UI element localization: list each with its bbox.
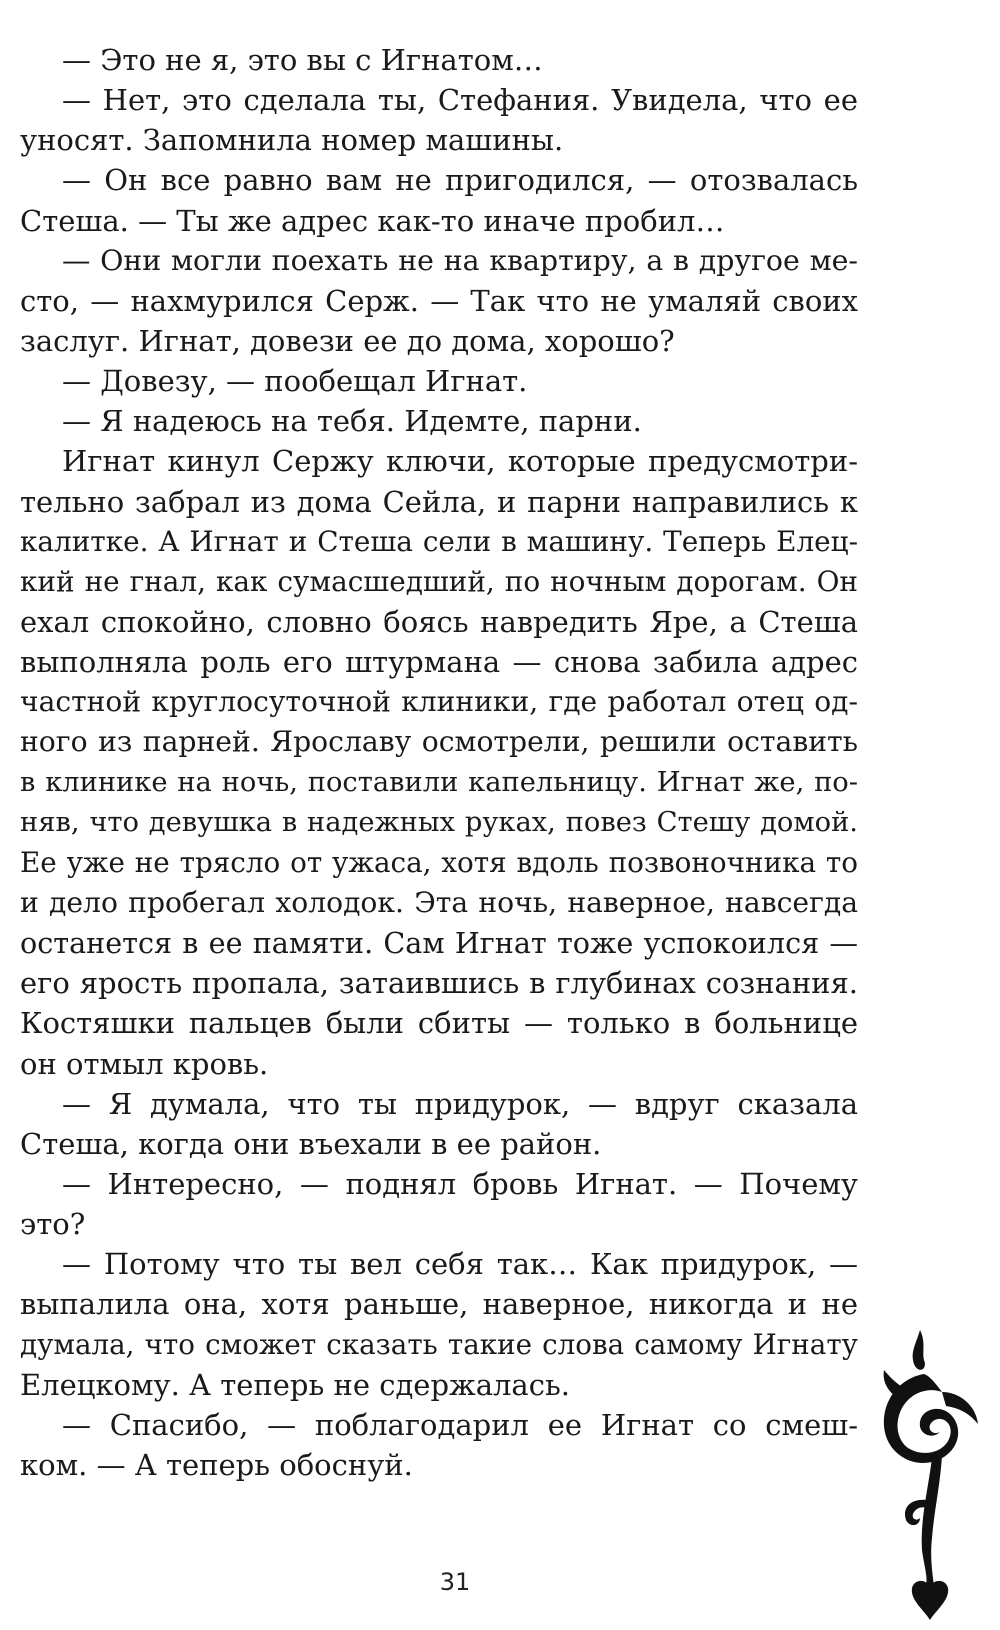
text-line: останется в ее памяти. Сам Игнат тоже успокоился — xyxy=(20,926,858,961)
text-line: выполняла роль его штурмана — снова забила адрес xyxy=(20,645,858,680)
text-line: ного из парней. Ярославу осмотрели, решили оставить xyxy=(20,725,858,759)
text-line: Стеша. — Ты же адрес как-то иначе пробил… xyxy=(20,203,725,238)
text-line: — Довезу, — пообещал Игнат. xyxy=(62,364,528,399)
page-number: 31 xyxy=(439,1568,471,1596)
text-line: тельно забрал из дома Сейла, и парни направились к xyxy=(20,484,858,519)
text-line: — Я думала, что ты придурок, — вдруг сказала xyxy=(62,1086,858,1121)
text-line: — Нет, это сделала ты, Стефания. Увидела, что ее xyxy=(62,83,858,118)
text-line: выпалила она, хотя раньше, наверное, никогда и не xyxy=(20,1287,858,1322)
text-line: уносят. Запомнила номер машины. xyxy=(20,123,564,158)
text-line: в клинике на ночь, поставили капельницу. Игнат же, по- xyxy=(20,766,858,798)
text-line: — Это не я, это вы с Игнатом… xyxy=(62,43,543,77)
text-line: думала, что сможет сказать такие слова самому Игнату xyxy=(20,1327,858,1361)
text-line: Ее уже не трясло от ужаса, хотя вдоль позвоночника то xyxy=(20,845,858,879)
text-line: и дело пробегал холодок. Эта ночь, наверное, навсегда xyxy=(20,885,858,919)
text-line: заслуг. Игнат, довези ее до дома, хорошо? xyxy=(20,323,675,358)
text-line: его ярость пропала, затаившись в глубинах сознания. xyxy=(20,966,858,1001)
text-line: — Потому что ты вел себя так… Как придурок, — xyxy=(62,1247,858,1282)
text-line: няв, что девушка в надежных руках, повез Стешу домой. xyxy=(20,806,858,838)
text-line: Елецкому. А теперь не сдержалась. xyxy=(20,1367,570,1402)
text-line: ехал спокойно, словно боясь навредить Яре, а Стеша xyxy=(20,604,858,639)
text-line: Игнат кинул Сержу ключи, которые предусмотри- xyxy=(62,444,858,479)
text-line: Костяшки пальцев были сбиты — только в больнице xyxy=(20,1006,858,1041)
text-line: калитке. А Игнат и Стеша сели в машину. Теперь Елец- xyxy=(20,524,858,558)
text-line: ком. — А теперь обоснуй. xyxy=(20,1447,413,1482)
text-line: — Он все равно вам не пригодился, — отозвалась xyxy=(62,163,858,198)
text-line: — Интересно, — поднял бровь Игнат. — Почему xyxy=(62,1166,858,1201)
text-line: Стеша, когда они въехали в ее район. xyxy=(20,1126,602,1161)
decorative-flourish-icon xyxy=(880,1330,980,1620)
text-line: — Я надеюсь на тебя. Идемте, парни. xyxy=(62,404,642,439)
body-text xyxy=(20,40,858,1485)
text-line: — Они могли поехать не на квартиру, а в другое ме- xyxy=(62,243,858,277)
text-line: частной круглосуточной клиники, где работал отец од- xyxy=(20,685,858,719)
text-line: кий не гнал, как сумасшедший, по ночным дорогам. Он xyxy=(20,564,858,598)
text-line: сто, — нахмурился Серж. — Так что не умаляй своих xyxy=(20,283,858,318)
text-line: это? xyxy=(20,1207,86,1242)
text-line: он отмыл кровь. xyxy=(20,1046,269,1081)
text-line: — Спасибо, — поблагодарил ее Игнат со смеш- xyxy=(62,1407,858,1442)
